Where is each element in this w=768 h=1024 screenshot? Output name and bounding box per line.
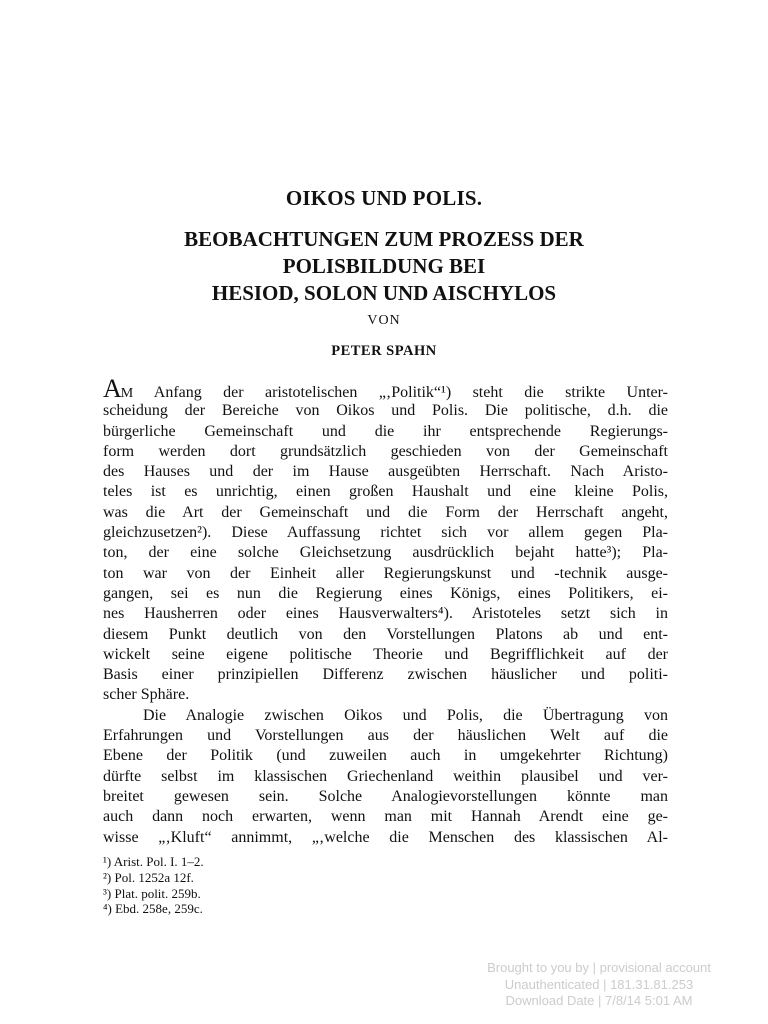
article-subtitle — [0, 226, 768, 307]
drop-cap: A — [103, 374, 121, 403]
body-line: dürfte selbst im klassischen Griechenland weithin plausibel und ver- — [103, 767, 668, 785]
body-line: auch dann noch erwarten, wenn man mit Hannah Arendt eine ge- — [103, 808, 668, 826]
download-watermark — [440, 960, 758, 1010]
body-line: Basis einer prinzipiellen Differenz zwischen häuslicher und politi- — [103, 666, 668, 684]
footnote: ³) Plat. polit. 259b. — [103, 885, 201, 901]
body-text — [103, 374, 668, 848]
body-line-text: Anfang der aristotelischen „‚Politik“¹) steht die strikte Unter- — [133, 384, 668, 401]
footnote: ²) Pol. 1252a 12f. — [103, 869, 194, 885]
body-line: wickelt seine eigene politische Theorie und Begrifflichkeit auf der — [103, 645, 668, 663]
body-line: gangen, sei es nun die Regierung eines Königs, eines Politikers, ei- — [103, 584, 668, 602]
watermark-line: Download Date | 7/8/14 5:01 AM — [505, 993, 693, 1008]
body-line: diesem Punkt deutlich von den Vorstellungen Platons ab und ent- — [103, 625, 668, 643]
drop-cap-rest: M — [120, 386, 134, 401]
subtitle-line: BEOBACHTUNGEN ZUM PROZESS DER — [184, 227, 584, 251]
body-line: scher Sphäre. — [103, 686, 190, 704]
body-line: Ebene der Politik (und zuweilen auch in umgekehrter Richtung) — [103, 747, 668, 765]
author-name: PETER SPAHN — [331, 343, 437, 359]
byline-von: VON — [367, 313, 401, 328]
body-line: scheidung der Bereiche von Oikos und Polis. Die politische, d.h. die — [103, 402, 668, 420]
watermark-line: Unauthenticated | 181.31.81.253 — [504, 976, 694, 992]
body-line-paragraph-start: Die Analogie zwischen Oikos und Polis, die Übertragung von — [143, 706, 668, 724]
article-title: OIKOS UND POLIS. — [285, 186, 483, 210]
footnotes — [103, 854, 204, 917]
body-line: bürgerliche Gemeinschaft und die ihr entsprechende Regierungs- — [103, 422, 668, 440]
body-line: was die Art der Gemeinschaft und die Form der Herrschaft angeht, — [103, 503, 668, 521]
body-line: teles ist es unrichtig, einen großen Haushalt und eine kleine Polis, — [103, 483, 668, 501]
body-line-first — [103, 374, 668, 403]
footnote: ⁴) Ebd. 258e, 259c. — [103, 901, 203, 917]
body-line: form werden dort grundsätzlich geschieden von der Gemeinschaft — [103, 442, 668, 460]
subtitle-line: HESIOD, SOLON UND AISCHYLOS — [211, 281, 557, 305]
body-line: gleichzusetzen²). Diese Auffassung richtet sich vor allem gegen Pla- — [103, 524, 668, 542]
body-line: ton war von der Einheit aller Regierungskunst und -technik ausge- — [103, 564, 668, 582]
body-line: breitet gewesen sein. Solche Analogievorstellungen könnte man — [103, 787, 668, 805]
body-line: des Hauses und der im Hause ausgeübten Herrschaft. Nach Aristo- — [103, 463, 668, 481]
watermark-line: Brought to you by | provisional account — [487, 960, 711, 975]
body-line: ton, der eine solche Gleichsetzung ausdrücklich bejaht hatte³); Pla- — [103, 544, 668, 562]
body-line: nes Hausherren oder eines Hausverwalters⁴). Aristoteles setzt sich in — [103, 605, 668, 623]
subtitle-line: POLISBILDUNG BEI — [282, 254, 486, 278]
body-line: Erfahrungen und Vorstellungen aus der häuslichen Welt auf die — [103, 727, 668, 745]
footnote: ¹) Arist. Pol. I. 1–2. — [103, 854, 204, 869]
body-line: wisse „‚Kluft“ annimmt, „‚welche die Menschen des klassischen Al- — [103, 828, 668, 846]
